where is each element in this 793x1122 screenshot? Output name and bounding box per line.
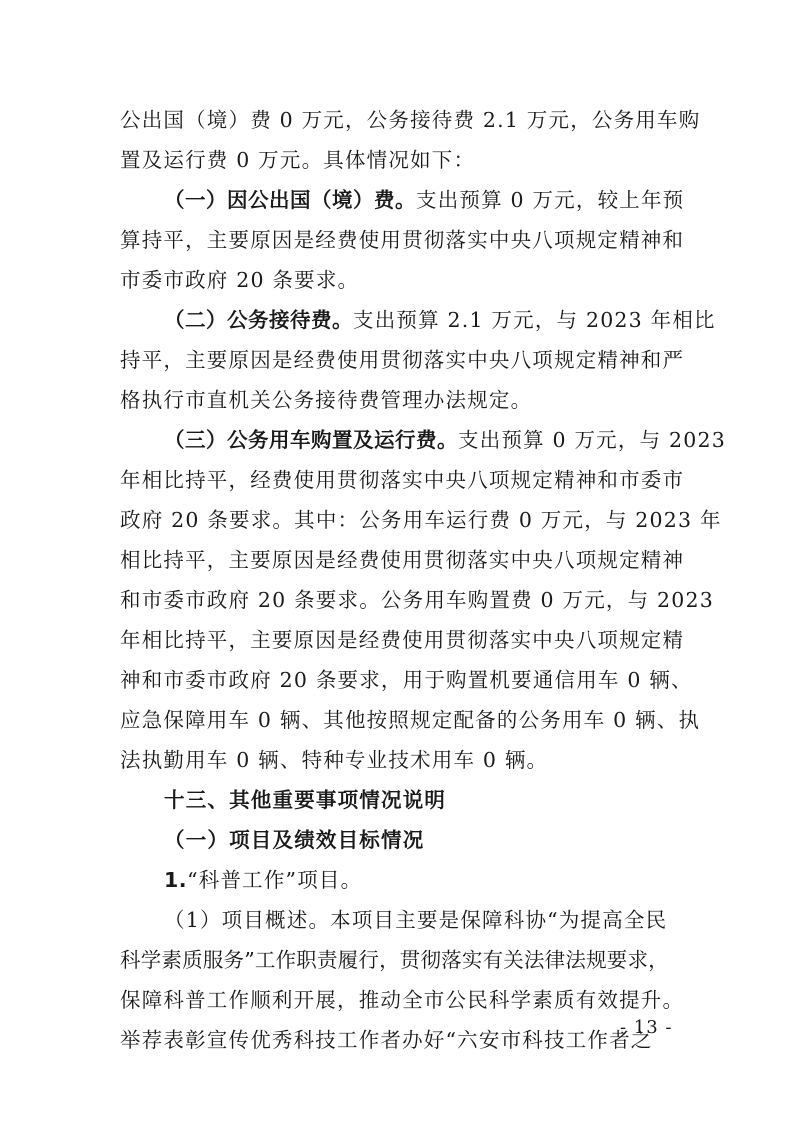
text-line: 神和市委市政府 20 条要求，用于购置机要通信用车 0 辆、 [120,668,693,692]
text-line: 年相比持平，主要原因是经费使用贯彻落实中央八项规定精 [120,628,685,652]
text-line: 和市委市政府 20 条要求。公务用车购置费 0 万元，与 2023 [120,588,714,612]
text-line: 年相比持平，经费使用贯彻落实中央八项规定精神和市委市 [120,468,685,492]
text-line: 法执勤用车 0 辆、特种专业技术用车 0 辆。 [120,748,549,772]
page-number: - 13 - [620,1017,673,1038]
text-line: （1）项目概述。本项目主要是保障科协“为提高全民 [164,908,668,932]
text-line: 保障科普工作顺利开展，推动全市公民科学素质有效提升。 [120,988,685,1012]
text-line: 格执行市直机关公务接待费管理办法规定。 [120,388,533,412]
text-line: 举荐表彰宣传优秀科技工作者办好“六安市科技工作者之 [120,1028,653,1052]
text-line: 公出国（境）费 0 万元，公务接待费 2.1 万元，公务用车购 [120,108,701,132]
item-number: 1. [164,868,188,892]
text-line: 持平，主要原因是经费使用贯彻落实中央八项规定精神和严 [120,348,685,372]
document-body [120,100,726,1060]
subsection-heading: （一）项目及绩效目标情况 [164,828,425,852]
text-line: 相比持平，主要原因是经费使用贯彻落实中央八项规定精神 [120,548,685,572]
section-two-line: （二）公务接待费。支出预算 2.1 万元，与 2023 年相比 [164,308,716,332]
section-heading: 十三、其他重要事项情况说明 [164,788,447,812]
text-line: 市委市政府 20 条要求。 [120,268,360,292]
text-line: 算持平，主要原因是经费使用贯彻落实中央八项规定精神和 [120,228,685,252]
text-line: 政府 20 条要求。其中：公务用车运行费 0 万元，与 2023 年 [120,508,722,532]
section-one-line: （一）因公出国（境）费。支出预算 0 万元，较上年预 [164,188,685,212]
bold-lead: （一）因公出国（境）费。 [164,188,416,212]
text-line: 科学素质服务”工作职责履行，贯彻落实有关法律法规要求， [120,948,669,972]
bold-lead: （三）公务用车购置及运行费。 [164,428,458,452]
text-line: 置及运行费 0 万元。具体情况如下： [120,148,476,172]
item-title-line: 1.“科普工作”项目。 [164,868,363,892]
text-line: 应急保障用车 0 辆、其他按照规定配备的公务用车 0 辆、执 [120,708,701,732]
section-three-line: （三）公务用车购置及运行费。支出预算 0 万元，与 2023 [164,428,726,452]
bold-lead: （二）公务接待费。 [164,308,353,332]
